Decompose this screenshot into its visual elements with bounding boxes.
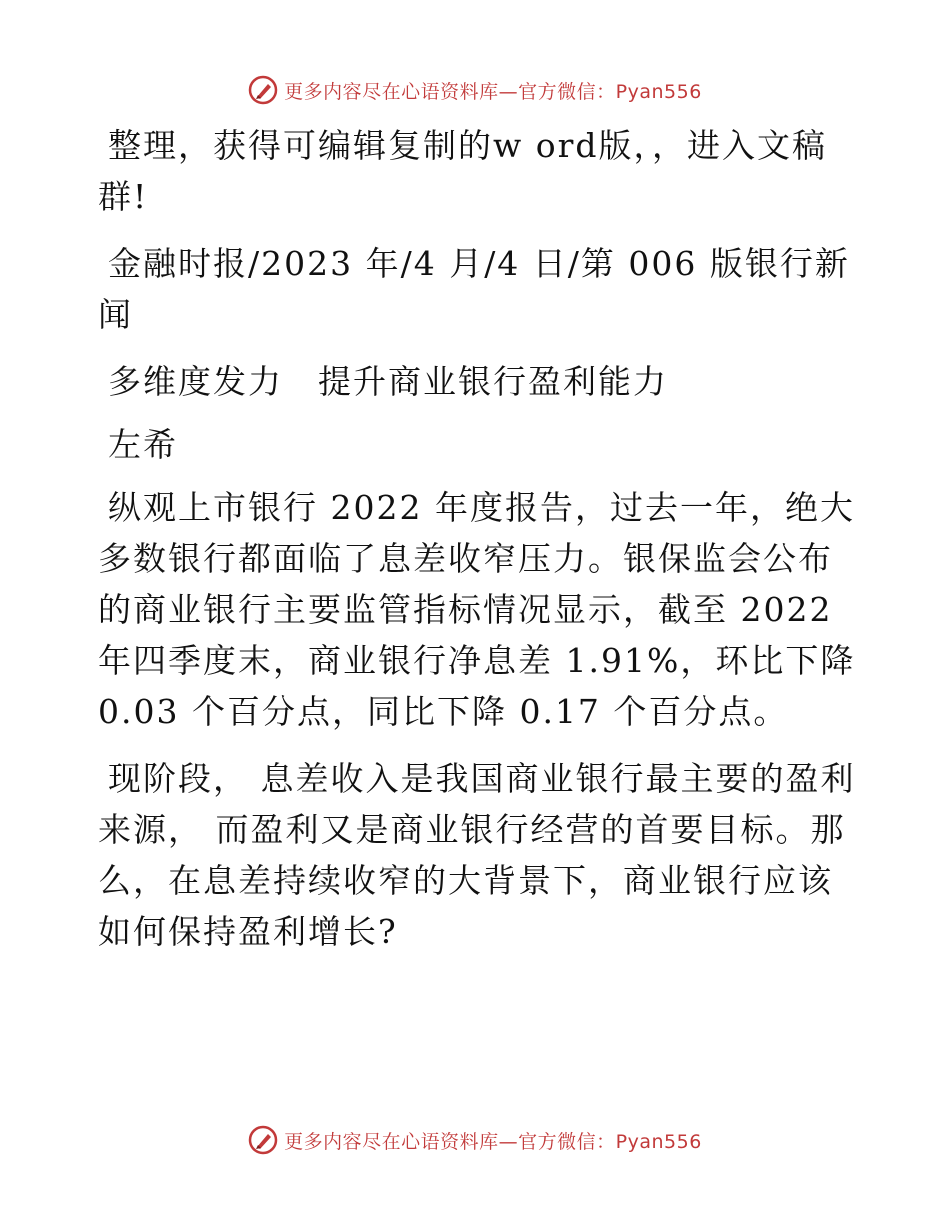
header-banner-text: 更多内容尽在心语资料库—官方微信：Pyan556 [284, 80, 702, 103]
source-line: 金融时报/2023 年/4 月/4 日/第 006 版银行新闻 [98, 244, 850, 334]
red-circular-pen-logo-icon [248, 1125, 278, 1155]
body-paragraph-1: 纵观上市银行 2022 年度报告，过去一年，绝大多数银行都面临了息差收窄压力。银保监会公布的商业银行主要监管指标情况显示，截至 2022 年四季度末，商业银行净息差 1.91%，环比下降 0.03 个百分点，同比下降 0.17 个百分点。 [98, 488, 856, 731]
article-title: 多维度发力 提升商业银行盈利能力 [108, 362, 668, 401]
red-circular-pen-logo-icon [248, 75, 278, 105]
body-paragraph-2: 现阶段， 息差收入是我国商业银行最主要的盈利来源， 而盈利又是商业银行经营的首要目标。那么，在息差持续收窄的大背景下，商业银行应该如何保持盈利增长? [98, 759, 856, 951]
document-body [98, 120, 858, 973]
header-banner [0, 70, 950, 110]
intro-paragraph: 整理，获得可编辑复制的w ord版，，进入文稿群! [98, 126, 828, 216]
footer-banner [0, 1120, 950, 1160]
article-author: 左希 [108, 425, 178, 464]
footer-banner-text: 更多内容尽在心语资料库—官方微信：Pyan556 [284, 1130, 702, 1153]
